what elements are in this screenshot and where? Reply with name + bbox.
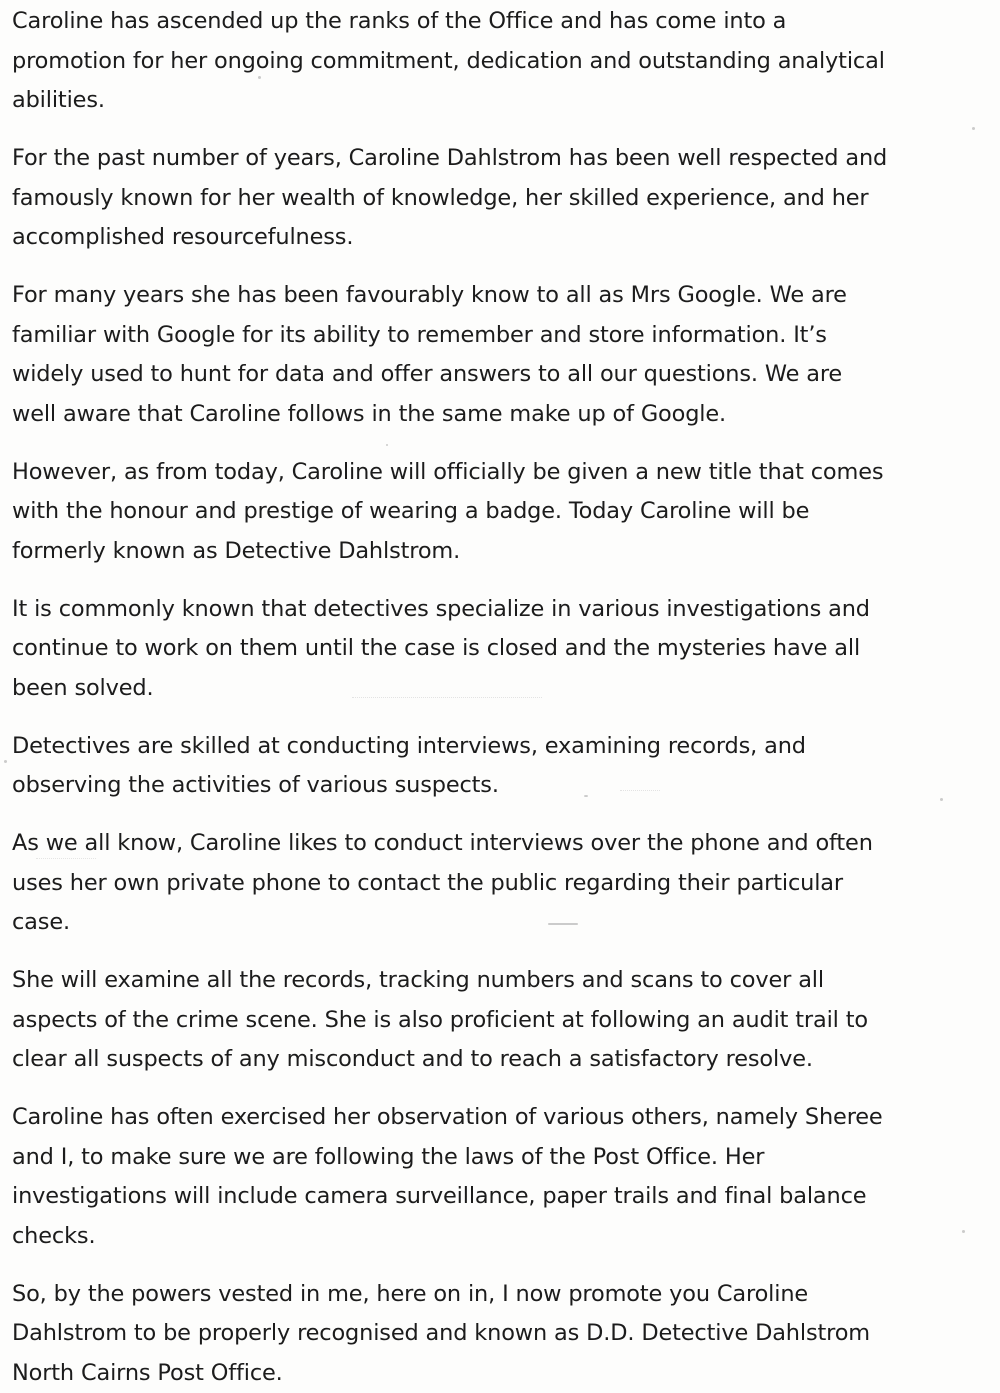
paragraph-respected [12, 139, 1000, 258]
text-line: case. [12, 909, 70, 935]
text-line: However, as from today, Caroline will officially be given a new title that comes [12, 458, 884, 485]
text-line: aspects of the crime scene. She is also proficient at following an audit trail to [12, 1006, 868, 1033]
text-line: accomplished resourcefulness. [12, 224, 354, 250]
text-line: For many years she has been favourably know to all as Mrs Google. We are [12, 282, 847, 308]
text-line: Caroline has often exercised her observation of various others, namely Sheree [12, 1104, 883, 1130]
text-line: with the honour and prestige of wearing a badge. Today Caroline will be [12, 498, 810, 524]
text-line: Caroline has ascended up the ranks of the Office and has come into a [12, 8, 787, 34]
text-line: promotion for her ongoing commitment, dedication and outstanding analytical [12, 47, 885, 74]
text-line: checks. [12, 1222, 96, 1249]
text-line: So, by the powers vested in me, here on in, I now promote you Caroline [12, 1280, 809, 1307]
text-line: widely used to hunt for data and offer answers to all our questions. We are [12, 361, 843, 387]
paragraph-examine-records [12, 961, 1000, 1080]
text-line: observing the activities of various suspects. [12, 772, 499, 798]
paragraph-promotion-declaration [12, 1275, 1000, 1393]
text-line: and I, to make sure we are following the laws of the Post Office. Her [12, 1143, 765, 1170]
paragraph-mrs-google [12, 276, 1000, 434]
text-line: formerly known as Detective Dahlstrom. [12, 537, 461, 564]
paragraph-phone-interviews [12, 824, 1000, 943]
text-line: clear all suspects of any misconduct and to reach a satisfactory resolve. [12, 1046, 813, 1072]
paragraph-observation [12, 1098, 1000, 1256]
text-line: familiar with Google for its ability to remember and store information. It’s [12, 321, 827, 348]
text-line: famously known for her wealth of knowledge, her skilled experience, and her [12, 184, 869, 211]
paragraph-detectives-specialize [12, 590, 1000, 709]
paragraph-promotion-intro [12, 2, 1000, 121]
paragraph-detectives-skilled [12, 727, 1000, 806]
text-line: abilities. [12, 87, 105, 113]
letter-body [12, 2, 1000, 1393]
text-line: continue to work on them until the case is closed and the mysteries have all [12, 635, 861, 661]
text-line: been solved. [12, 674, 154, 701]
text-line: investigations will include camera surveillance, paper trails and final balance [12, 1183, 867, 1209]
text-line: North Cairns Post Office. [12, 1359, 283, 1386]
text-line: Dahlstrom to be properly recognised and known as D.D. Detective Dahlstrom [12, 1320, 870, 1346]
text-line: She will examine all the records, tracking numbers and scans to cover all [12, 967, 824, 993]
text-line: It is commonly known that detectives specialize in various investigations and [12, 595, 870, 622]
text-line: For the past number of years, Caroline Dahlstrom has been well respected and [12, 145, 888, 171]
text-line: As we all know, Caroline likes to conduct interviews over the phone and often [12, 830, 873, 856]
text-line: uses her own private phone to contact the public regarding their particular [12, 869, 843, 896]
text-line: Detectives are skilled at conducting interviews, examining records, and [12, 732, 806, 759]
paragraph-new-title [12, 453, 1000, 572]
text-line: well aware that Caroline follows in the same make up of Google. [12, 400, 727, 427]
scan-speck [4, 760, 7, 763]
